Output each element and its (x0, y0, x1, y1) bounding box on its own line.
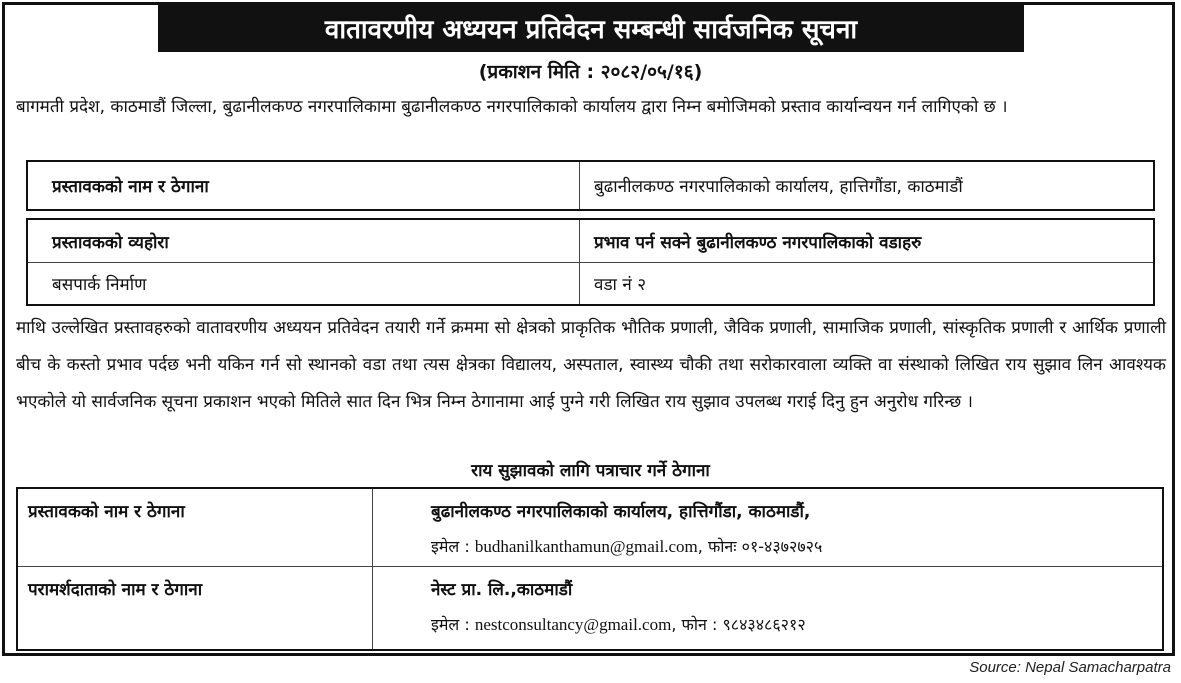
proposal-header-left: प्रस्तावकको व्यहोरा (28, 220, 580, 262)
contact-name: नेस्ट प्रा. लि.,काठमाडौं (431, 580, 573, 600)
proposer-value: बुढानीलकण्ठ नगरपालिकाको कार्यालय, हात्तिगौंडा, काठमाडौं (594, 177, 963, 197)
contact-line (431, 535, 822, 557)
contact-row-proposer (18, 489, 1162, 567)
phone-label: , फोन : (671, 615, 723, 634)
table-row (28, 162, 1153, 209)
proposal-table (26, 218, 1155, 306)
body-paragraph: माथि उल्लेखित प्रस्तावहरुको वातावरणीय अध्ययन प्रतिवेदन तयारी गर्ने क्रममा सो क्षेत्रको प्राकृतिक भौतिक प्रणाली, जैविक प्रणाली, सामाजिक प्रणाली, सांस्कृतिक प्रणाली र आर्थिक प्रणाली बीच के कस्तो प्रभाव पर्दछ भनी यकिन गर्न सो स्थानको वडा तथा त्यस क्षेत्रका विद्यालय, अस्पताल, स्वास्थ्य चौकी तथा सरोकारवाला व्यक्ति वा संस्थाको लिखित राय सुझाव लिन आवश्यक भएकोले यो सार्वजनिक सूचना प्रकाशन भएको मितिले सात दिन भित्र निम्न ठेगानामा आई पुग्ने गरी लिखित राय सुझाव उपलब्ध गराई दिनु हुन अनुरोध गरिन्छ । (16, 318, 1166, 412)
contact-label: प्रस्तावकको नाम र ठेगाना (18, 489, 373, 566)
proposal-header-right: प्रभाव पर्न सक्ने बुढानीलकण्ठ नगरपालिकाको वडाहरु (594, 232, 922, 253)
intro-paragraph: बागमती प्रदेश, काठमाडौं जिल्ला, बुढानीलकण्ठ नगरपालिकामा बुढानीलकण्ठ नगरपालिकाको कार्यालय द्वारा निम्न बमोजिमको प्रस्ताव कार्यान्वयन गर्न लागिएको छ । (16, 97, 1008, 117)
email-label: इमेल : (431, 615, 475, 634)
proposal-description: बसपार्क निर्माण (28, 263, 580, 304)
table-row (28, 262, 1153, 304)
phone-number: ०१-४३७२७२५ (741, 537, 823, 556)
proposer-table (26, 160, 1155, 211)
contact-row-consultant (18, 567, 1162, 649)
contact-name: बुढानीलकण्ठ नगरपालिकाको कार्यालय, हात्तिगौंडा, काठमाडौं, (431, 502, 811, 522)
contact-details (373, 489, 1162, 566)
contact-details (373, 567, 1162, 649)
proposer-label: प्रस्तावकको नाम र ठेगाना (28, 162, 580, 209)
table-header-row (28, 220, 1153, 262)
email-address: budhanilkanthamun@gmail.com (474, 537, 698, 556)
email-address: nestconsultancy@gmail.com (474, 615, 672, 634)
source-credit: Source: Nepal Samacharpatra (969, 659, 1171, 676)
phone-number: ९८४३४८६२१२ (722, 615, 806, 634)
affected-ward: वडा नं २ (594, 275, 647, 295)
email-label: इमेल : (431, 537, 475, 556)
contact-table (16, 487, 1164, 651)
phone-label: , फोनः (697, 537, 742, 556)
contact-heading: राय सुझावको लागि पत्राचार गर्ने ठेगाना (471, 461, 710, 481)
publication-date: (प्रकाशन मिति : २०८२/०५/१६) (478, 61, 703, 83)
notice-title: वातावरणीय अध्ययन प्रतिवेदन सम्बन्धी सार्वजनिक सूचना (158, 4, 1024, 52)
contact-line (431, 613, 806, 635)
contact-label: परामर्शदाताको नाम र ठेगाना (18, 567, 373, 649)
